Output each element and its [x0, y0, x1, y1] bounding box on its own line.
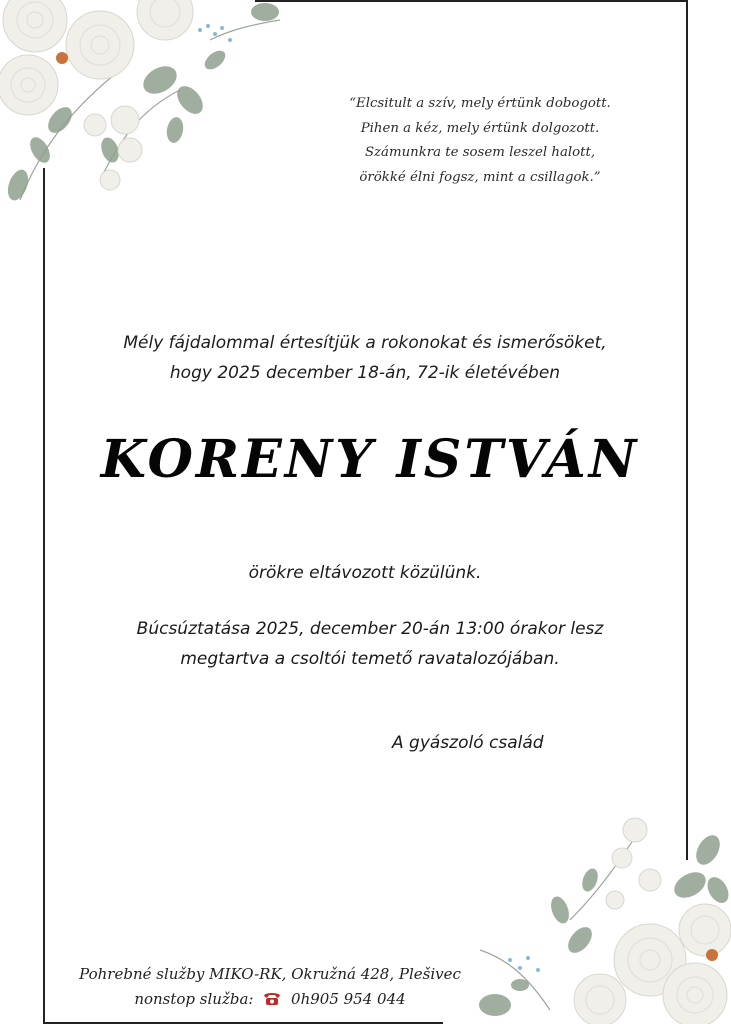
intro-line-1: Mély fájdalommal értesítjük a rokonokat és ismerősöket, [123, 333, 607, 353]
announcement-intro [60, 328, 670, 388]
memorial-poem [330, 92, 630, 190]
phone-number[interactable]: 0h905 954 044 [291, 990, 406, 1008]
deceased-name: KORENY ISTVÁN [100, 429, 640, 490]
telephone-icon [262, 989, 282, 1014]
funeral-service-footer [40, 962, 500, 1014]
frame-top-line [255, 0, 686, 2]
intro-line-2: hogy 2025 december 18-án, 72-ik életévében [169, 363, 561, 383]
poem-line: Számunkra te sosem leszel halott, [364, 145, 596, 160]
poem-line: Pihen a kéz, mely értünk dolgozott. [360, 120, 600, 136]
departed-text: örökre eltávozott közülünk. [248, 563, 482, 583]
frame-left-line [43, 168, 45, 1024]
poem-line: “Elcsitult a szív, mely értünk dobogott. [349, 96, 611, 111]
funeral-details-line-2: megtartva a csoltói temető ravatalozójában. [180, 649, 560, 669]
floral-corner-top-left [0, 0, 300, 210]
poem-line: örökké élni fogsz, mint a csillagok.” [359, 169, 601, 185]
frame-bottom-line [43, 1022, 443, 1024]
funeral-details [40, 614, 700, 674]
funeral-details-line-1: Búcsúztatása 2025, december 20-án 13:00 órakor lesz [136, 619, 604, 639]
company-address: Pohrebné služby MIKO-RK, Okružná 428, Plešivec [79, 965, 461, 983]
nonstop-label: nonstop služba: [134, 990, 254, 1008]
family-signature: A gyászoló család [392, 733, 544, 753]
nonstop-line [40, 987, 500, 1014]
